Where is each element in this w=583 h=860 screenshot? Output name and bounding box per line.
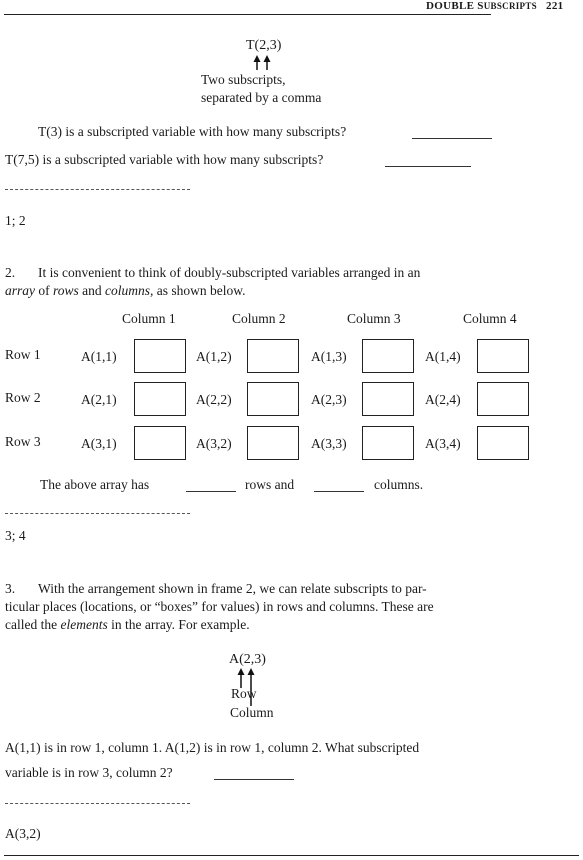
row-label-3: Row 3 [5, 434, 41, 449]
frame3-question-line2: variable is in row 3, column 2? [5, 765, 173, 780]
array-element-box[interactable] [477, 382, 529, 416]
frame3-text-line3 [5, 617, 250, 633]
frame2-question-b: rows and [245, 477, 295, 492]
header-rule [4, 14, 491, 15]
running-head [426, 0, 563, 12]
row-label-1: Row 1 [5, 347, 41, 362]
frame3-example: A(2,3) [229, 652, 266, 667]
array-element-box[interactable] [247, 339, 299, 373]
frame3-text-example: in the array. For example. [107, 617, 250, 632]
page-number: 221 [546, 0, 564, 12]
frame2-text-and: and [78, 283, 106, 298]
frame2-columns-blank[interactable] [314, 491, 364, 492]
frame3-answer: A(3,2) [5, 826, 41, 841]
column-header-1: Column 1 [122, 311, 176, 326]
frame2-answer: 3; 4 [5, 528, 26, 543]
columns-term: columns, [105, 283, 154, 298]
frame1-question-2: T(7,5) is a subscripted variable with how many subscripts? [5, 152, 324, 167]
footer-rule [4, 855, 579, 856]
array-cell-label: A(2,3) [311, 392, 347, 407]
frame2-text-line1: It is convenient to think of doubly-subscripted variables arranged in an [38, 265, 421, 280]
array-cell-label: A(2,1) [81, 392, 117, 407]
array-element-box[interactable] [477, 339, 529, 373]
array-cell-label: A(1,3) [311, 349, 347, 364]
frame1-question-1: T(3) is a subscripted variable with how many subscripts? [38, 124, 347, 139]
column-arrow-label: Column [230, 705, 274, 720]
frame1-note-line1: Two subscripts, [201, 72, 286, 87]
array-cell-label: A(3,2) [196, 436, 232, 451]
array-element-box[interactable] [134, 426, 186, 460]
rows-term: rows [53, 283, 79, 298]
frame3-number: 3. [5, 581, 16, 596]
frame1-note-line2: separated by a comma [201, 90, 322, 105]
array-term: array [5, 283, 35, 298]
array-cell-label: A(1,1) [81, 349, 117, 364]
array-cell-label: A(3,3) [311, 436, 347, 451]
answer-separator-3 [5, 803, 190, 804]
array-element-box[interactable] [362, 426, 414, 460]
array-element-box[interactable] [362, 339, 414, 373]
elements-term: elements [60, 617, 108, 632]
array-cell-label: A(3,1) [81, 436, 117, 451]
row-label-2: Row 2 [5, 390, 41, 405]
frame3-answer-blank[interactable] [214, 779, 294, 780]
column-header-4: Column 4 [463, 311, 517, 326]
array-element-box[interactable] [134, 382, 186, 416]
array-element-box[interactable] [477, 426, 529, 460]
frame3-text-called: called the [5, 617, 61, 632]
frame2-question-a: The above array has [40, 477, 150, 492]
frame2-question-c: columns. [374, 477, 424, 492]
frame3-question-line1: A(1,1) is in row 1, column 1. A(1,2) is in row 1, column 2. What subscripted [5, 740, 420, 755]
array-element-box[interactable] [134, 339, 186, 373]
array-element-box[interactable] [247, 382, 299, 416]
running-head-title-b: UBSCRIPTS [483, 1, 537, 11]
frame1-example: T(2,3) [246, 38, 282, 53]
frame1-answer-blank-1[interactable] [412, 138, 492, 139]
frame2-text-line2 [5, 283, 246, 299]
array-cell-label: A(1,4) [425, 349, 461, 364]
answer-separator-2 [5, 513, 190, 514]
frame2-rows-blank[interactable] [186, 491, 236, 492]
array-cell-label: A(2,4) [425, 392, 461, 407]
frame3-text-line2: ticular places (locations, or “boxes” for values) in rows and columns. These are [5, 599, 434, 614]
array-cell-label: A(3,4) [425, 436, 461, 451]
frame2-text-of: of [35, 283, 53, 298]
frame1-answer: 1; 2 [5, 213, 26, 228]
column-header-3: Column 3 [347, 311, 401, 326]
row-arrow-label: Row [231, 686, 257, 701]
frame3-text-line1: With the arrangement shown in frame 2, we can relate subscripts to par- [38, 581, 427, 596]
answer-separator-1 [5, 189, 190, 190]
frame2-text-end: as shown below. [153, 283, 246, 298]
frame2-number: 2. [5, 265, 16, 280]
frame1-answer-blank-2[interactable] [385, 166, 471, 167]
array-element-box[interactable] [247, 426, 299, 460]
running-head-title-a: DOUBLE S [426, 0, 484, 12]
array-element-box[interactable] [362, 382, 414, 416]
column-header-2: Column 2 [232, 311, 286, 326]
array-cell-label: A(2,2) [196, 392, 232, 407]
array-cell-label: A(1,2) [196, 349, 232, 364]
subscript-arrows-icon [250, 55, 290, 71]
